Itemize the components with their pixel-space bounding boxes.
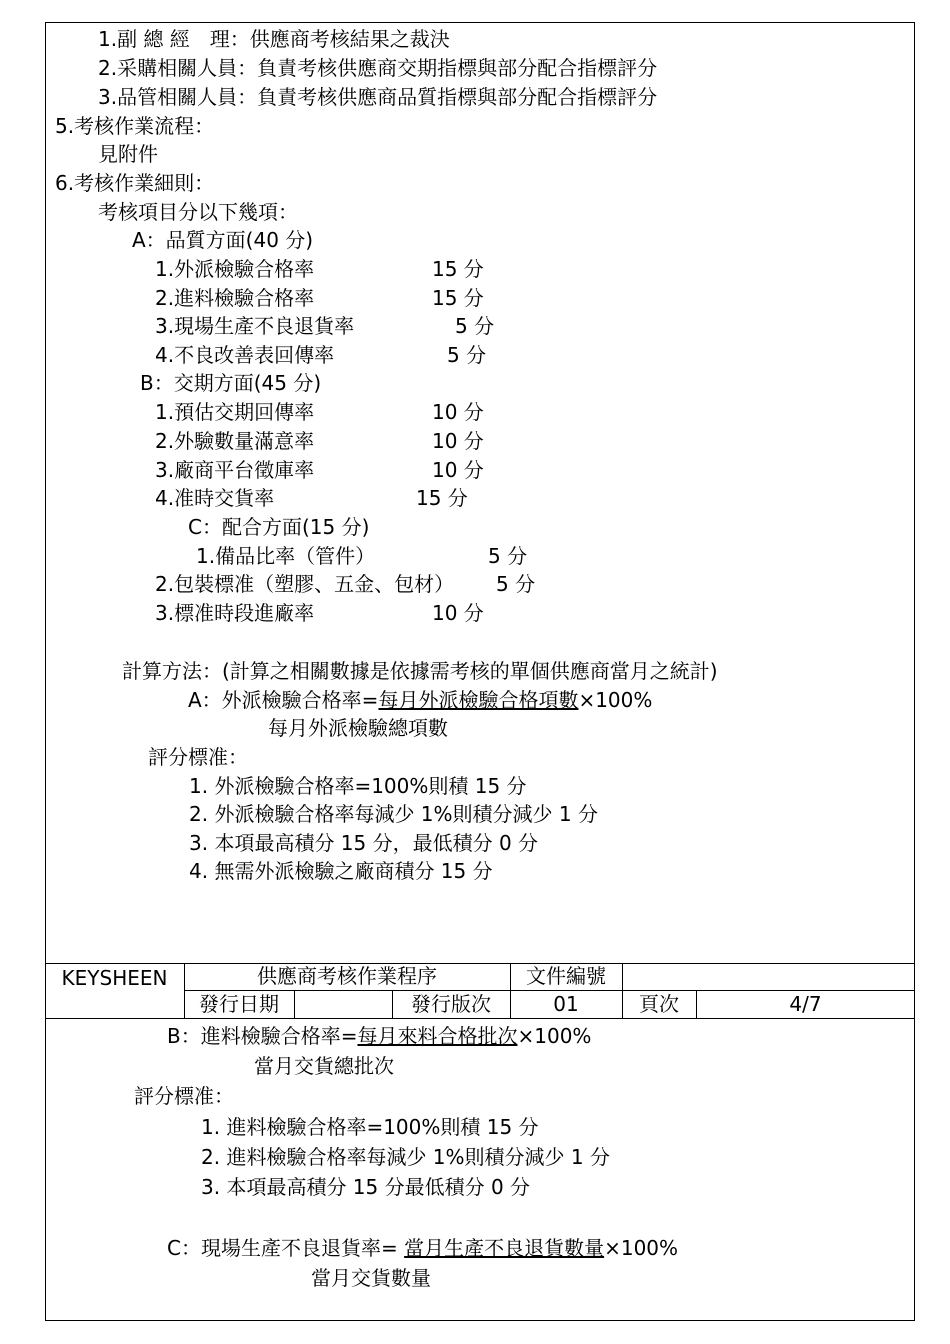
group-b-item-3: 3.廠商平台徵庫率 — [155, 458, 315, 482]
formula-c-suffix: ×100% — [604, 1236, 679, 1260]
criteria-b-3: 3. 本項最高積分 15 分最低積分 0 分 — [201, 1175, 531, 1199]
doc-title: 供應商考核作業程序 — [257, 964, 437, 988]
formula-a-prefix: A：外派檢驗合格率= — [188, 688, 379, 712]
formula-b-suffix: ×100% — [517, 1024, 592, 1048]
document-header-table — [45, 963, 915, 1019]
formula-c-prefix: C：現場生產不良退貨率= — [167, 1236, 405, 1260]
section5-title: 5.考核作業流程： — [55, 114, 215, 138]
formula-c-numerator: 當月生產不良退貨數量 — [404, 1236, 605, 1260]
group-b-score-1: 10 分 — [432, 400, 484, 424]
criteria-b-1: 1. 進料檢驗合格率=100%則積 15 分 — [201, 1115, 539, 1139]
formula-b-prefix: B：進料檢驗合格率= — [167, 1024, 358, 1048]
role-line-3: 3.品管相關人員：負責考核供應商品質指標與部分配合指標評分 — [98, 85, 658, 109]
header-col-divider-4 — [294, 990, 295, 1019]
group-b-item-2: 2.外驗數量滿意率 — [155, 429, 315, 453]
company-name: KEYSHEEN — [61, 966, 168, 990]
formula-a-numerator: 每月外派檢驗合格項數 — [378, 688, 579, 712]
section6-intro: 考核項目分以下幾項： — [98, 200, 298, 224]
group-b-title: B：交期方面(45 分) — [140, 371, 322, 395]
group-b-score-4: 15 分 — [416, 486, 468, 510]
group-a-item-1: 1.外派檢驗合格率 — [155, 257, 315, 281]
formula-b-denominator: 當月交貨總批次 — [254, 1054, 394, 1078]
doc-no-label: 文件編號 — [526, 964, 606, 988]
formula-a-denominator: 每月外派檢驗總項數 — [268, 716, 448, 740]
calc-title: 計算方法：(計算之相關數據是依據需考核的單個供應商當月之統計) — [122, 659, 718, 683]
criteria-a-2: 2. 外派檢驗合格率每減少 1%則積分減少 1 分 — [189, 802, 598, 826]
criteria-a-3: 3. 本項最高積分 15 分，最低積分 0 分 — [189, 831, 539, 855]
formula-c — [167, 1234, 678, 1262]
group-b-item-4: 4.准時交貨率 — [155, 486, 275, 510]
group-b-score-2: 10 分 — [432, 429, 484, 453]
criteria-b-title: 評分標准： — [134, 1084, 234, 1108]
group-c-item-3: 3.標准時段進廠率 — [155, 601, 315, 625]
group-a-score-1: 15 分 — [432, 257, 484, 281]
group-c-score-1: 5 分 — [488, 544, 528, 568]
page-value: 4/7 — [789, 992, 822, 1016]
group-c-score-3: 10 分 — [432, 601, 484, 625]
section6-title: 6.考核作業細則： — [55, 171, 215, 195]
formula-a — [188, 686, 652, 714]
group-a-score-4: 5 分 — [447, 343, 487, 367]
version-value: 01 — [553, 992, 579, 1016]
group-a-item-4: 4.不良改善表回傳率 — [155, 343, 335, 367]
version-label: 發行版次 — [411, 992, 491, 1016]
criteria-b-2: 2. 進料檢驗合格率每減少 1%則積分減少 1 分 — [201, 1145, 610, 1169]
formula-a-suffix: ×100% — [578, 688, 653, 712]
group-a-score-2: 15 分 — [432, 286, 484, 310]
group-c-score-2: 5 分 — [496, 572, 536, 596]
group-c-title: C：配合方面(15 分) — [188, 515, 370, 539]
group-b-item-1: 1.預估交期回傳率 — [155, 400, 315, 424]
group-b-score-3: 10 分 — [432, 458, 484, 482]
group-c-item-1: 1.備品比率（管件） — [196, 544, 376, 568]
criteria-a-title: 評分標准： — [148, 745, 248, 769]
formula-b — [167, 1022, 591, 1050]
criteria-a-4: 4. 無需外派檢驗之廠商積分 15 分 — [189, 859, 493, 883]
group-a-score-3: 5 分 — [455, 314, 495, 338]
section5-body: 見附件 — [98, 142, 158, 166]
role-line-2: 2.采購相關人員：負責考核供應商交期指標與部分配合指標評分 — [98, 56, 658, 80]
criteria-a-1: 1. 外派檢驗合格率=100%則積 15 分 — [189, 774, 527, 798]
role-line-1: 1.副 總 經 理：供應商考核結果之裁決 — [98, 27, 450, 51]
group-a-title: A：品質方面(40 分) — [132, 228, 314, 252]
formula-b-numerator: 每月來料合格批次 — [357, 1024, 518, 1048]
issue-date-label: 發行日期 — [199, 992, 279, 1016]
group-a-item-2: 2.進料檢驗合格率 — [155, 286, 315, 310]
group-c-item-2: 2.包裝標准（塑膠、五金、包材） — [155, 572, 455, 596]
group-a-item-3: 3.現場生產不良退貨率 — [155, 314, 355, 338]
page-label: 頁次 — [639, 992, 679, 1016]
formula-c-denominator: 當月交貨數量 — [311, 1266, 431, 1290]
